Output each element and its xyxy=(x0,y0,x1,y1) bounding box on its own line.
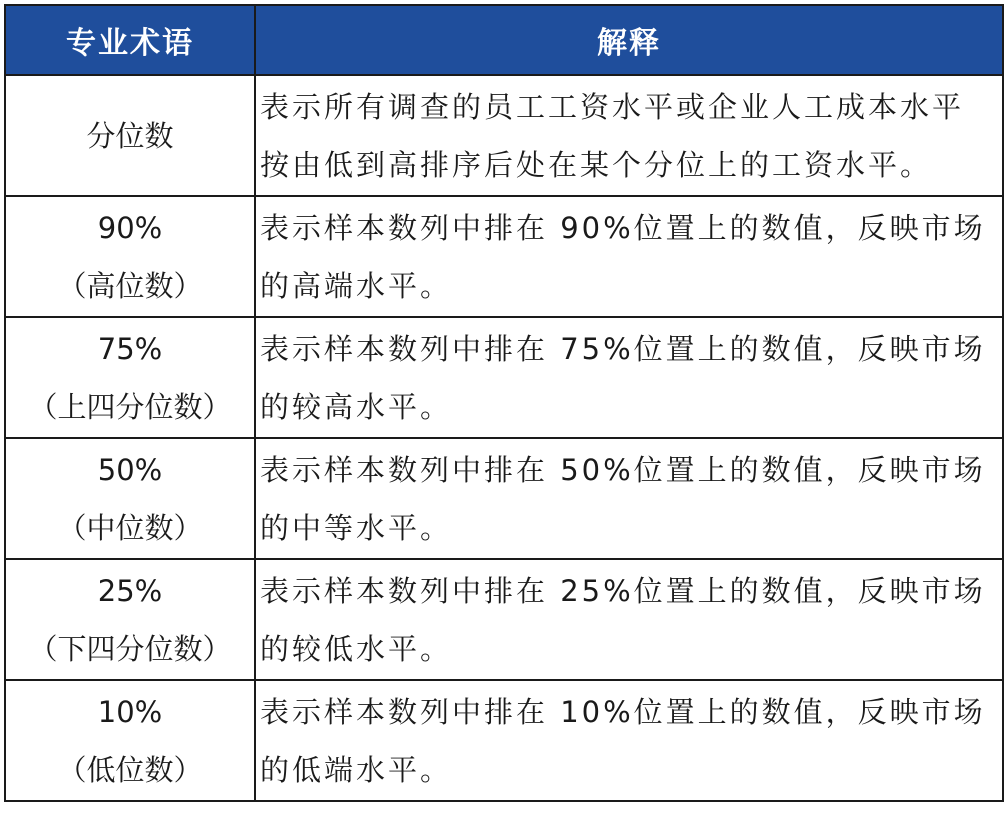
term-label: （低位数） xyxy=(57,752,203,787)
header-term: 专业术语 xyxy=(5,5,255,75)
term-label: 分位数 xyxy=(86,118,174,153)
term-percent: 75% xyxy=(97,331,163,366)
explanation-line-2: 的中等水平。 xyxy=(260,510,453,545)
percentile-glossary-table-container xyxy=(4,4,1002,810)
term-cell xyxy=(5,680,255,801)
table-header-row xyxy=(5,5,1003,75)
table-row xyxy=(5,196,1003,317)
explanation-line-1: 表示样本数列中排在 25%位置上的数值，反映市场 xyxy=(260,573,986,608)
header-explanation: 解释 xyxy=(255,5,1003,75)
explanation-cell xyxy=(255,317,1003,438)
explanation-line-1: 表示样本数列中排在 90%位置上的数值，反映市场 xyxy=(260,210,986,245)
table-row xyxy=(5,317,1003,438)
term-percent: 90% xyxy=(97,210,163,245)
percentile-glossary-table xyxy=(4,4,1004,802)
explanation-line-2: 的较低水平。 xyxy=(260,631,453,666)
explanation-cell xyxy=(255,438,1003,559)
explanation-line-1: 表示所有调查的员工工资水平或企业人工成本水平 xyxy=(260,89,965,124)
explanation-line-1: 表示样本数列中排在 50%位置上的数值，反映市场 xyxy=(260,452,986,487)
term-label: （下四分位数） xyxy=(28,631,232,666)
term-cell xyxy=(5,75,255,196)
explanation-line-2: 的较高水平。 xyxy=(260,389,453,424)
explanation-line-1: 表示样本数列中排在 10%位置上的数值，反映市场 xyxy=(260,694,986,729)
term-label: （高位数） xyxy=(57,268,203,303)
explanation-line-2: 按由低到高排序后处在某个分位上的工资水平。 xyxy=(260,147,933,182)
term-cell xyxy=(5,317,255,438)
explanation-line-2: 的高端水平。 xyxy=(260,268,453,303)
term-cell xyxy=(5,196,255,317)
term-percent: 25% xyxy=(97,573,163,608)
explanation-cell xyxy=(255,75,1003,196)
term-label: （中位数） xyxy=(57,510,203,545)
explanation-cell xyxy=(255,680,1003,801)
explanation-cell xyxy=(255,196,1003,317)
explanation-line-1: 表示样本数列中排在 75%位置上的数值，反映市场 xyxy=(260,331,986,366)
table-row xyxy=(5,680,1003,801)
term-cell xyxy=(5,559,255,680)
term-percent: 10% xyxy=(97,694,163,729)
term-cell xyxy=(5,438,255,559)
explanation-cell xyxy=(255,559,1003,680)
table-row xyxy=(5,438,1003,559)
table-row xyxy=(5,559,1003,680)
table-row xyxy=(5,75,1003,196)
explanation-line-2: 的低端水平。 xyxy=(260,752,453,787)
term-percent: 50% xyxy=(97,452,163,487)
term-label: （上四分位数） xyxy=(28,389,232,424)
